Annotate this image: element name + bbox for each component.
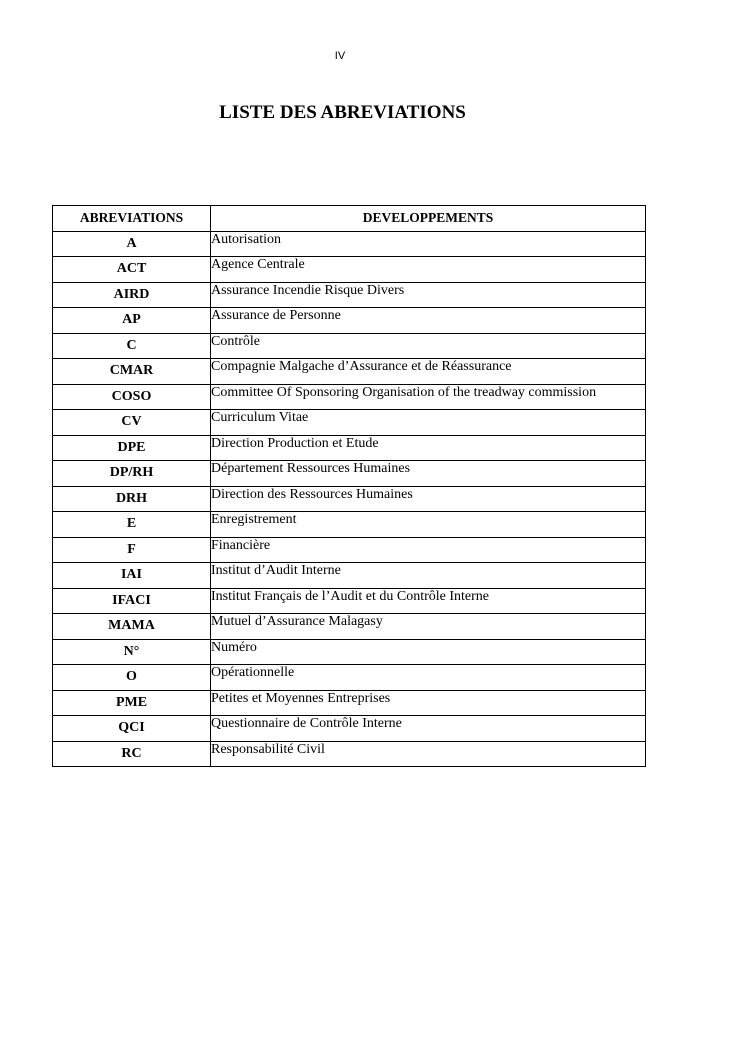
table-row bbox=[53, 716, 646, 742]
abbreviation-cell: ACT bbox=[53, 257, 211, 283]
table-row bbox=[53, 257, 646, 283]
development-cell: Assurance Incendie Risque Divers bbox=[211, 282, 646, 308]
development-cell: Numéro bbox=[211, 639, 646, 665]
development-cell: Compagnie Malgache d’Assurance et de Réassurance bbox=[211, 359, 646, 385]
development-cell: Institut d’Audit Interne bbox=[211, 563, 646, 589]
table-row bbox=[53, 282, 646, 308]
abbreviation-cell: MAMA bbox=[53, 614, 211, 640]
table-row bbox=[53, 461, 646, 487]
abbreviation-cell: IFACI bbox=[53, 588, 211, 614]
abbreviation-cell: AP bbox=[53, 308, 211, 334]
development-cell: Opérationnelle bbox=[211, 665, 646, 691]
table-row bbox=[53, 384, 646, 410]
abbreviation-cell: AIRD bbox=[53, 282, 211, 308]
development-cell: Autorisation bbox=[211, 231, 646, 257]
development-cell: Direction Production et Etude bbox=[211, 435, 646, 461]
table-row bbox=[53, 537, 646, 563]
development-cell: Financière bbox=[211, 537, 646, 563]
development-cell: Responsabilité Civil bbox=[211, 741, 646, 767]
development-cell: Département Ressources Humaines bbox=[211, 461, 646, 487]
abbreviation-cell: RC bbox=[53, 741, 211, 767]
table-row bbox=[53, 359, 646, 385]
table-row bbox=[53, 512, 646, 538]
abbreviation-cell: C bbox=[53, 333, 211, 359]
development-cell: Assurance de Personne bbox=[211, 308, 646, 334]
abbreviation-cell: COSO bbox=[53, 384, 211, 410]
table-row bbox=[53, 435, 646, 461]
development-cell: Enregistrement bbox=[211, 512, 646, 538]
abbreviation-cell: DP/RH bbox=[53, 461, 211, 487]
table-header-row bbox=[53, 206, 646, 232]
abbreviation-cell: DRH bbox=[53, 486, 211, 512]
development-cell: Direction des Ressources Humaines bbox=[211, 486, 646, 512]
abbreviation-cell: PME bbox=[53, 690, 211, 716]
development-cell: Agence Centrale bbox=[211, 257, 646, 283]
abbreviation-cell: DPE bbox=[53, 435, 211, 461]
abbreviation-cell: CV bbox=[53, 410, 211, 436]
abbreviation-cell: O bbox=[53, 665, 211, 691]
header-developments: DEVELOPPEMENTS bbox=[211, 206, 646, 232]
abbreviation-cell: F bbox=[53, 537, 211, 563]
page-number: IV bbox=[334, 50, 346, 62]
development-cell: Petites et Moyennes Entreprises bbox=[211, 690, 646, 716]
abbreviation-cell: E bbox=[53, 512, 211, 538]
header-abbreviations: ABREVIATIONS bbox=[53, 206, 211, 232]
abbreviations-table bbox=[52, 205, 646, 767]
table-row bbox=[53, 486, 646, 512]
abbreviation-cell: QCI bbox=[53, 716, 211, 742]
abbreviation-cell: A bbox=[53, 231, 211, 257]
table-row bbox=[53, 690, 646, 716]
table-row bbox=[53, 639, 646, 665]
abbreviation-cell: CMAR bbox=[53, 359, 211, 385]
page-title: LISTE DES ABREVIATIONS bbox=[219, 102, 466, 123]
development-cell: Questionnaire de Contrôle Interne bbox=[211, 716, 646, 742]
table-row bbox=[53, 741, 646, 767]
table-body bbox=[53, 231, 646, 767]
table-row bbox=[53, 614, 646, 640]
table-row bbox=[53, 665, 646, 691]
table-row bbox=[53, 588, 646, 614]
development-cell: Committee Of Sponsoring Organisation of the treadway commission bbox=[211, 384, 646, 410]
abbreviation-cell: N° bbox=[53, 639, 211, 665]
table-row bbox=[53, 231, 646, 257]
table-row bbox=[53, 563, 646, 589]
table-row bbox=[53, 410, 646, 436]
table-row bbox=[53, 333, 646, 359]
development-cell: Mutuel d’Assurance Malagasy bbox=[211, 614, 646, 640]
development-cell: Contrôle bbox=[211, 333, 646, 359]
development-cell: Institut Français de l’Audit et du Contrôle Interne bbox=[211, 588, 646, 614]
abbreviation-cell: IAI bbox=[53, 563, 211, 589]
table-row bbox=[53, 308, 646, 334]
development-cell: Curriculum Vitae bbox=[211, 410, 646, 436]
